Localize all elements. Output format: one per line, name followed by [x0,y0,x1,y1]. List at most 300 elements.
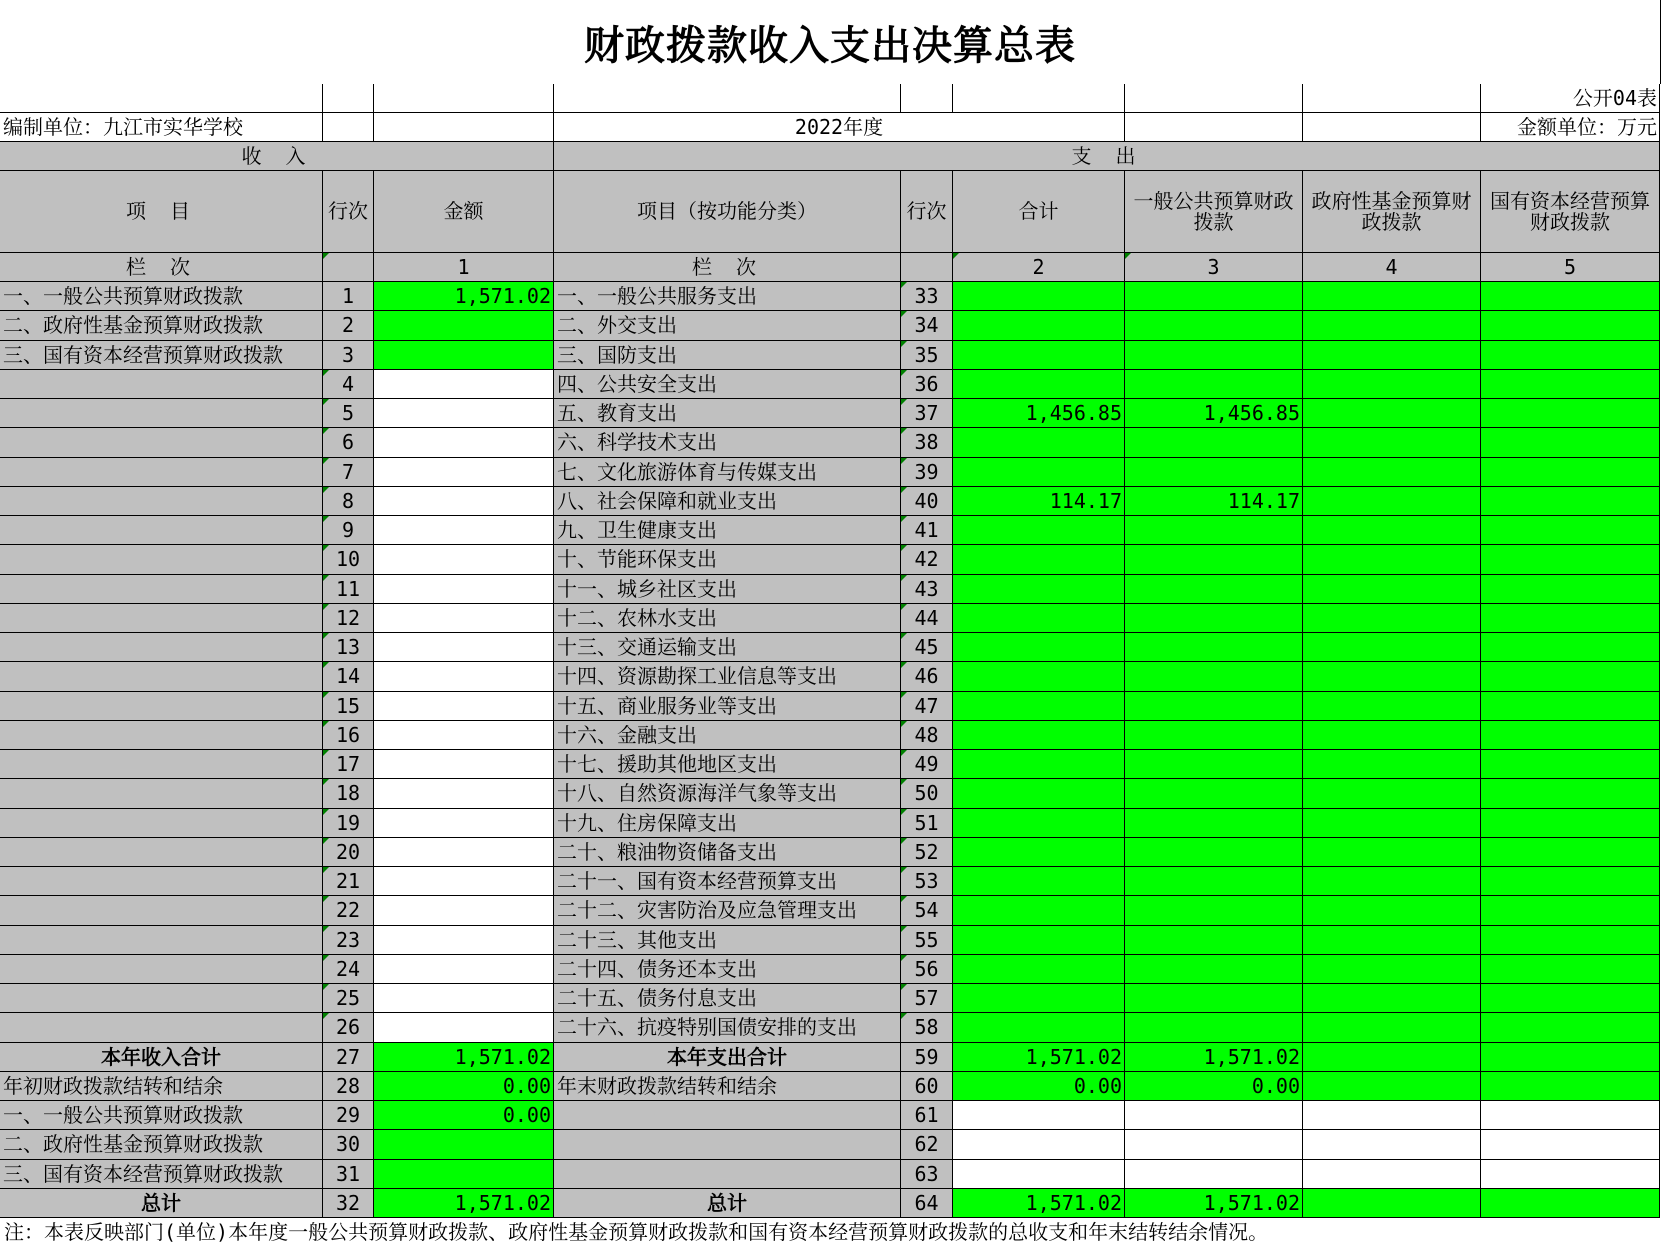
income-amount: 1,571.02 [374,1189,554,1218]
expense-state-capital [1481,896,1660,926]
expense-total [953,633,1125,662]
income-amount: 0.00 [374,1072,554,1101]
column-index-2: 2 [953,253,1125,282]
expense-gov-fund [1303,633,1481,662]
expense-total [953,282,1125,311]
expense-row-no: 48 [901,721,953,750]
income-row-no: 7 [323,458,374,487]
expense-general-budget [1125,896,1303,926]
expense-item: 一、一般公共服务支出 [554,282,901,311]
expense-item: 十二、农林水支出 [554,604,901,633]
income-row-no: 14 [323,662,374,692]
expense-general-budget [1125,282,1303,311]
income-row-no: 1 [323,282,374,311]
expense-general-budget [1125,662,1303,692]
expense-total: 1,571.02 [953,1189,1125,1218]
income-row-no: 19 [323,809,374,838]
header-row-no: 行次 [323,171,374,253]
income-item [0,955,323,984]
income-item [0,838,323,867]
expense-state-capital [1481,1072,1660,1101]
income-row-no: 27 [323,1043,374,1072]
expense-total [953,545,1125,575]
expense-state-capital [1481,750,1660,779]
income-row-no: 4 [323,370,374,399]
income-item [0,370,323,399]
expense-row-no: 33 [901,282,953,311]
expense-row-no: 53 [901,867,953,896]
income-item [0,809,323,838]
expense-state-capital [1481,545,1660,575]
expense-state-capital [1481,692,1660,721]
income-row-no: 5 [323,399,374,428]
income-item [0,633,323,662]
income-row-no: 24 [323,955,374,984]
expense-state-capital [1481,1160,1660,1189]
income-amount [374,662,554,692]
expense-total: 0.00 [953,1072,1125,1101]
income-row-no: 22 [323,896,374,926]
income-row-no: 18 [323,779,374,809]
expense-total: 114.17 [953,487,1125,516]
expense-gov-fund [1303,604,1481,633]
income-row-no: 8 [323,487,374,516]
expense-item [554,1130,901,1160]
expense-state-capital [1481,487,1660,516]
expense-total [953,721,1125,750]
income-amount [374,1130,554,1160]
expense-row-no: 35 [901,341,953,370]
income-amount [374,370,554,399]
expense-general-budget [1125,721,1303,750]
expense-row-no: 54 [901,896,953,926]
expense-gov-fund [1303,458,1481,487]
income-item [0,575,323,604]
column-index-5: 5 [1481,253,1660,282]
expense-item: 年末财政拨款结转和结余 [554,1072,901,1101]
expense-row-no: 63 [901,1160,953,1189]
income-row-no: 6 [323,428,374,458]
income-item [0,662,323,692]
fiscal-year: 2022年度 [554,113,1125,142]
expense-state-capital [1481,516,1660,545]
expense-state-capital [1481,1130,1660,1160]
expense-row-no: 61 [901,1101,953,1130]
blank-cell [554,84,901,113]
expense-row-no: 43 [901,575,953,604]
blank-cell [0,84,323,113]
income-amount [374,809,554,838]
expense-gov-fund [1303,779,1481,809]
income-row-no: 3 [323,341,374,370]
blank-cell [1125,84,1303,113]
form-code: 公开04表 [1481,84,1660,113]
expense-total [953,1130,1125,1160]
expense-row-no: 38 [901,428,953,458]
expense-item: 十三、交通运输支出 [554,633,901,662]
expense-general-budget [1125,1130,1303,1160]
expense-state-capital [1481,955,1660,984]
income-amount [374,721,554,750]
expense-gov-fund [1303,926,1481,955]
header-gov-fund: 政府性基金预算财政拨款 [1303,171,1481,253]
expense-gov-fund [1303,282,1481,311]
expense-row-no: 50 [901,779,953,809]
income-row-no: 13 [323,633,374,662]
expense-general-budget [1125,458,1303,487]
expense-gov-fund [1303,984,1481,1013]
expense-general-budget [1125,926,1303,955]
expense-item: 四、公共安全支出 [554,370,901,399]
column-index-label: 栏 次 [0,253,323,282]
income-item: 总计 [0,1189,323,1218]
expense-state-capital [1481,428,1660,458]
expense-row-no: 51 [901,809,953,838]
expense-state-capital [1481,633,1660,662]
expense-total [953,662,1125,692]
income-row-no: 17 [323,750,374,779]
expense-item: 十五、商业服务业等支出 [554,692,901,721]
income-amount [374,428,554,458]
expense-row-no: 47 [901,692,953,721]
header-total: 合计 [953,171,1125,253]
income-amount [374,311,554,341]
expense-gov-fund [1303,1130,1481,1160]
expense-general-budget [1125,341,1303,370]
income-amount [374,896,554,926]
income-amount [374,545,554,575]
expense-state-capital [1481,1013,1660,1043]
expense-state-capital [1481,604,1660,633]
income-item [0,867,323,896]
expense-item: 二十五、债务付息支出 [554,984,901,1013]
income-row-no: 9 [323,516,374,545]
expense-item: 十一、城乡社区支出 [554,575,901,604]
header-row-no: 行次 [901,171,953,253]
expense-gov-fund [1303,896,1481,926]
expense-item: 七、文化旅游体育与传媒支出 [554,458,901,487]
expense-state-capital [1481,662,1660,692]
income-amount [374,633,554,662]
expense-general-budget [1125,838,1303,867]
expense-state-capital [1481,867,1660,896]
expense-general-budget [1125,779,1303,809]
page-title: 财政拨款收入支出决算总表 [0,0,1661,84]
expense-state-capital [1481,779,1660,809]
expense-row-no: 44 [901,604,953,633]
expense-total [953,1160,1125,1189]
income-section-header: 收 入 [0,142,554,171]
column-index-4: 4 [1303,253,1481,282]
expense-total [953,692,1125,721]
expense-item: 二十三、其他支出 [554,926,901,955]
expense-gov-fund [1303,311,1481,341]
expense-state-capital [1481,282,1660,311]
expense-item: 二十六、抗疫特别国债安排的支出 [554,1013,901,1043]
expense-row-no: 59 [901,1043,953,1072]
expense-row-no: 55 [901,926,953,955]
expense-general-budget [1125,311,1303,341]
expense-state-capital [1481,399,1660,428]
income-item: 三、国有资本经营预算财政拨款 [0,1160,323,1189]
expense-total [953,867,1125,896]
income-item: 本年收入合计 [0,1043,323,1072]
expense-gov-fund [1303,955,1481,984]
header-item: 项 目 [0,171,323,253]
expense-general-budget [1125,370,1303,399]
blank-cell [323,113,374,142]
expense-general-budget [1125,809,1303,838]
expense-item [554,1160,901,1189]
income-amount [374,458,554,487]
expense-gov-fund [1303,721,1481,750]
expense-item: 八、社会保障和就业支出 [554,487,901,516]
expense-gov-fund [1303,575,1481,604]
expense-general-budget: 114.17 [1125,487,1303,516]
header-item-by-function: 项目（按功能分类） [554,171,901,253]
income-row-no: 10 [323,545,374,575]
expense-item: 十六、金融支出 [554,721,901,750]
expense-general-budget [1125,1101,1303,1130]
income-row-no: 16 [323,721,374,750]
expense-row-no: 62 [901,1130,953,1160]
expense-state-capital [1481,809,1660,838]
blank-cell [374,113,554,142]
expense-gov-fund [1303,838,1481,867]
income-row-no: 30 [323,1130,374,1160]
expense-general-budget [1125,575,1303,604]
expense-total [953,1013,1125,1043]
expense-gov-fund [1303,1013,1481,1043]
expense-total [953,311,1125,341]
header-state-capital: 国有资本经营预算财政拨款 [1481,171,1660,253]
income-item [0,428,323,458]
header-amount: 金额 [374,171,554,253]
expense-state-capital [1481,341,1660,370]
income-item [0,779,323,809]
blank-cell [1303,113,1481,142]
expense-state-capital [1481,311,1660,341]
header-general-budget: 一般公共预算财政拨款 [1125,171,1303,253]
expense-total [953,750,1125,779]
column-index-blank [901,253,953,282]
income-amount [374,604,554,633]
expense-general-budget: 1,456.85 [1125,399,1303,428]
expense-state-capital [1481,1189,1660,1218]
income-item [0,487,323,516]
expense-item: 十七、援助其他地区支出 [554,750,901,779]
expense-general-budget [1125,1013,1303,1043]
expense-item: 二十一、国有资本经营预算支出 [554,867,901,896]
blank-cell [901,84,953,113]
expense-general-budget [1125,984,1303,1013]
expense-state-capital [1481,370,1660,399]
expense-total [953,341,1125,370]
expense-row-no: 34 [901,311,953,341]
expense-total [953,370,1125,399]
currency-unit: 金额单位：万元 [1481,113,1660,142]
expense-gov-fund [1303,662,1481,692]
expense-general-budget [1125,750,1303,779]
expense-item: 二十四、债务还本支出 [554,955,901,984]
expense-gov-fund [1303,1189,1481,1218]
expense-row-no: 46 [901,662,953,692]
expense-gov-fund [1303,750,1481,779]
expense-general-budget [1125,633,1303,662]
column-index-3: 3 [1125,253,1303,282]
income-amount [374,1160,554,1189]
expense-state-capital [1481,926,1660,955]
table-footnote: 注：本表反映部门(单位)本年度一般公共预算财政拨款、政府性基金预算财政拨款和国有资本经营预算财政拨款的总收支和年末结转结余情况。 [4,1220,1269,1244]
expense-total [953,458,1125,487]
expense-gov-fund [1303,428,1481,458]
income-row-no: 2 [323,311,374,341]
blank-cell [374,84,554,113]
income-amount [374,516,554,545]
expense-state-capital [1481,1043,1660,1072]
income-amount: 1,571.02 [374,282,554,311]
income-amount [374,399,554,428]
expense-total [953,575,1125,604]
expense-state-capital [1481,1101,1660,1130]
expense-total [953,955,1125,984]
income-amount [374,867,554,896]
expense-gov-fund [1303,487,1481,516]
expense-total [953,779,1125,809]
income-amount [374,487,554,516]
expense-general-budget [1125,516,1303,545]
income-row-no: 23 [323,926,374,955]
expense-item: 二十二、灾害防治及应急管理支出 [554,896,901,926]
income-row-no: 28 [323,1072,374,1101]
expense-state-capital [1481,984,1660,1013]
expense-row-no: 57 [901,984,953,1013]
expense-general-budget: 1,571.02 [1125,1043,1303,1072]
expense-item: 二十、粮油物资储备支出 [554,838,901,867]
blank-cell [323,84,374,113]
expense-item [554,1101,901,1130]
income-amount [374,984,554,1013]
income-item [0,516,323,545]
expense-row-no: 45 [901,633,953,662]
expense-gov-fund [1303,809,1481,838]
income-amount [374,692,554,721]
expense-section-header: 支 出 [554,142,1660,171]
income-item [0,399,323,428]
income-row-no: 12 [323,604,374,633]
expense-item: 十九、住房保障支出 [554,809,901,838]
income-amount [374,838,554,867]
income-amount [374,750,554,779]
expense-row-no: 37 [901,399,953,428]
expense-gov-fund [1303,370,1481,399]
expense-total [953,984,1125,1013]
expense-total [953,926,1125,955]
income-amount: 0.00 [374,1101,554,1130]
expense-gov-fund [1303,692,1481,721]
expense-general-budget [1125,692,1303,721]
expense-item: 二、外交支出 [554,311,901,341]
expense-state-capital [1481,838,1660,867]
expense-general-budget [1125,867,1303,896]
income-amount [374,779,554,809]
expense-total: 1,456.85 [953,399,1125,428]
expense-total [953,809,1125,838]
income-row-no: 29 [323,1101,374,1130]
income-amount [374,575,554,604]
expense-gov-fund [1303,341,1481,370]
income-row-no: 26 [323,1013,374,1043]
income-item: 年初财政拨款结转和结余 [0,1072,323,1101]
income-row-no: 25 [323,984,374,1013]
income-amount [374,341,554,370]
income-item [0,721,323,750]
expense-gov-fund [1303,399,1481,428]
income-amount [374,1013,554,1043]
expense-row-no: 60 [901,1072,953,1101]
expense-general-budget: 1,571.02 [1125,1189,1303,1218]
expense-gov-fund [1303,1043,1481,1072]
expense-item: 九、卫生健康支出 [554,516,901,545]
income-row-no: 20 [323,838,374,867]
expense-gov-fund [1303,516,1481,545]
expense-total [953,604,1125,633]
expense-general-budget [1125,955,1303,984]
expense-row-no: 58 [901,1013,953,1043]
expense-item: 三、国防支出 [554,341,901,370]
income-row-no: 15 [323,692,374,721]
income-item [0,750,323,779]
expense-item: 十四、资源勘探工业信息等支出 [554,662,901,692]
expense-state-capital [1481,458,1660,487]
expense-total [953,516,1125,545]
expense-total [953,838,1125,867]
blank-cell [1303,84,1481,113]
expense-item: 十八、自然资源海洋气象等支出 [554,779,901,809]
blank-cell [953,84,1125,113]
income-item: 一、一般公共预算财政拨款 [0,282,323,311]
expense-item: 本年支出合计 [554,1043,901,1072]
expense-row-no: 42 [901,545,953,575]
income-item [0,926,323,955]
expense-total [953,1101,1125,1130]
expense-general-budget [1125,604,1303,633]
income-item: 一、一般公共预算财政拨款 [0,1101,323,1130]
expense-row-no: 49 [901,750,953,779]
expense-gov-fund [1303,1101,1481,1130]
income-amount [374,926,554,955]
income-item [0,604,323,633]
expense-item: 十、节能环保支出 [554,545,901,575]
expense-row-no: 64 [901,1189,953,1218]
expense-row-no: 41 [901,516,953,545]
income-amount: 1,571.02 [374,1043,554,1072]
income-row-no: 11 [323,575,374,604]
expense-row-no: 36 [901,370,953,399]
income-item [0,545,323,575]
expense-row-no: 56 [901,955,953,984]
income-item [0,984,323,1013]
expense-row-no: 52 [901,838,953,867]
expense-gov-fund [1303,867,1481,896]
column-index-1: 1 [374,253,554,282]
expense-row-no: 40 [901,487,953,516]
expense-general-budget [1125,428,1303,458]
expense-item: 总计 [554,1189,901,1218]
expense-gov-fund [1303,545,1481,575]
expense-general-budget: 0.00 [1125,1072,1303,1101]
column-index-blank [323,253,374,282]
